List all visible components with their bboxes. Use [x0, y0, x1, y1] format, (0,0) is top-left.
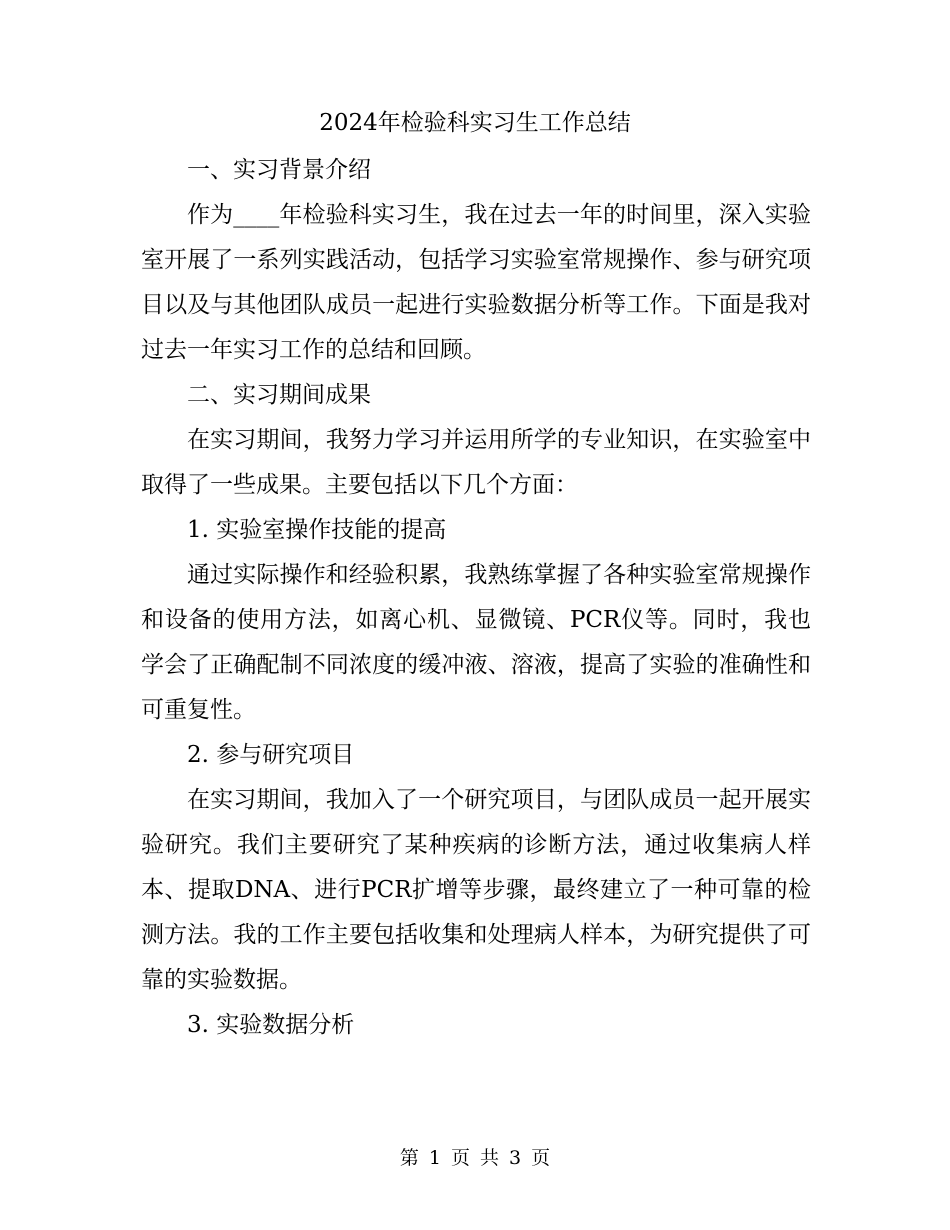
subheading-data-analysis: 3. 实验数据分析: [187, 1012, 355, 1038]
subheading-research-project: 2. 参与研究项目: [187, 742, 355, 768]
section-heading-background: 一、实习背景介绍: [187, 157, 371, 183]
document-title: 2024年检验科实习生工作总结: [319, 110, 631, 136]
paragraph-research-project: 在实习期间，我加入了一个研究项目，与团队成员一起开展实验研究。我们主要研究了某种疾病的诊断方法，通过收集病人样本、提取DNA、进行PCR扩增等步骤，最终建立了一种可靠的检测方法。我的工作主要包括收集和处理病人样本，为研究提供了可靠的实验数据。: [141, 787, 811, 993]
paragraph-results-intro: 在实习期间，我努力学习并运用所学的专业知识，在实验室中取得了一些成果。主要包括以下几个方面：: [141, 427, 811, 498]
paragraph-lab-skills: 通过实际操作和经验积累，我熟练掌握了各种实验室常规操作和设备的使用方法，如离心机、显微镜、PCR仪等。同时，我也学会了正确配制不同浓度的缓冲液、溶液，提高了实验的准确性和可重复性。: [141, 562, 811, 723]
section-heading-results: 二、实习期间成果: [187, 382, 371, 408]
page-number-footer: 第 1 页 共 3 页: [399, 1147, 551, 1169]
subheading-lab-skills: 1. 实验室操作技能的提高: [187, 517, 447, 543]
document-body: [141, 148, 811, 1048]
paragraph-background: 作为____年检验科实习生，我在过去一年的时间里，深入实验室开展了一系列实践活动，包括学习实验室常规操作、参与研究项目以及与其他团队成员一起进行实验数据分析等工作。下面是我对过去一年实习工作的总结和回顾。: [141, 202, 811, 363]
